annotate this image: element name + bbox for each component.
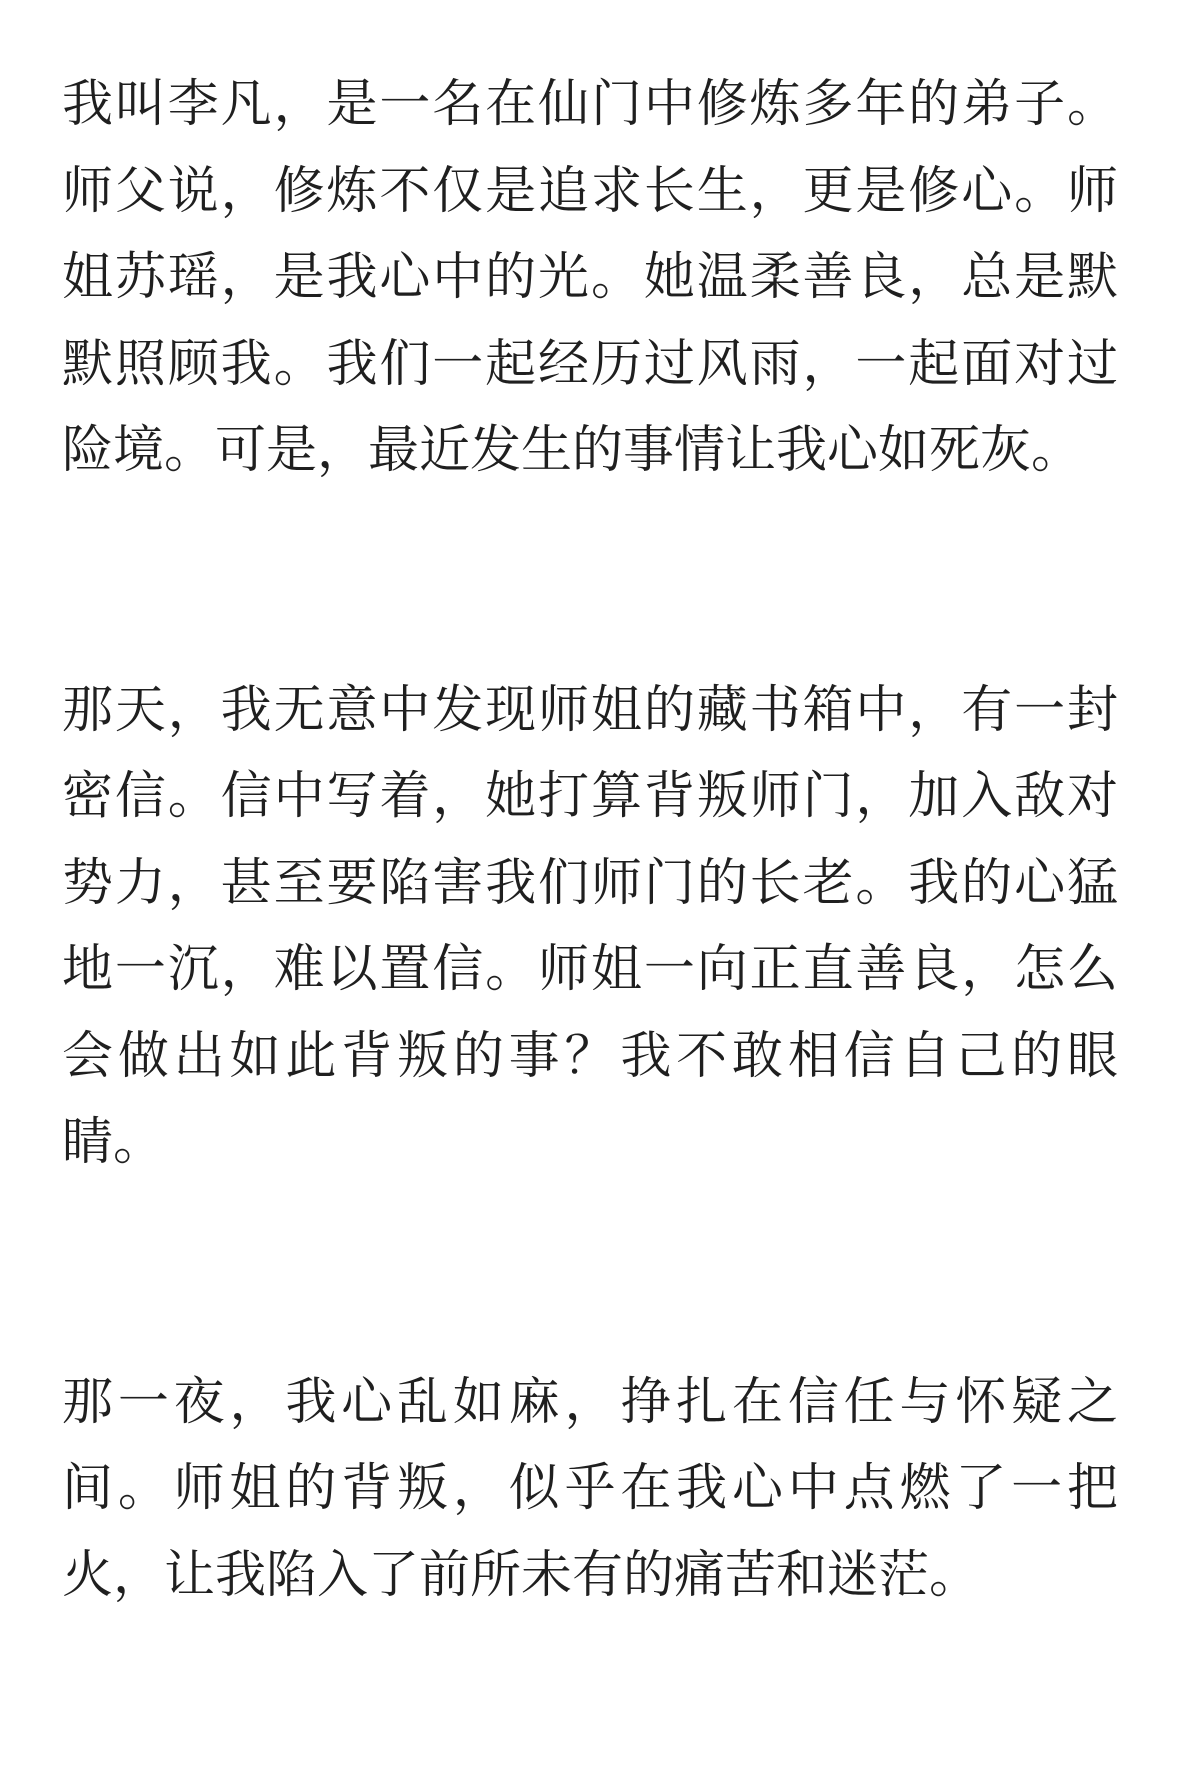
paragraph-3: 那一夜，我心乱如麻，挣扎在信任与怀疑之间。师姐的背叛，似乎在我心中点燃了一把火，让我陷入了前所未有的痛苦和迷茫。: [62, 1372, 1118, 1605]
article-body: [62, 62, 1118, 1792]
paragraph-2: 那天，我无意中发现师姐的藏书箱中，有一封密信。信中写着，她打算背叛师门，加入敌对势力，甚至要陷害我们师门的长老。我的心猛地一沉，难以置信。师姐一向正直善良，怎么会做出如此背叛的事？我不敢相信自己的眼睛。: [62, 680, 1118, 1172]
paragraph-1: 我叫李凡，是一名在仙门中修炼多年的弟子。师父说，修炼不仅是追求长生，更是修心。师姐苏瑶，是我心中的光。她温柔善良，总是默默照顾我。我们一起经历过风雨，一起面对过险境。可是，最近发生的事情让我心如死灰。: [62, 75, 1118, 480]
